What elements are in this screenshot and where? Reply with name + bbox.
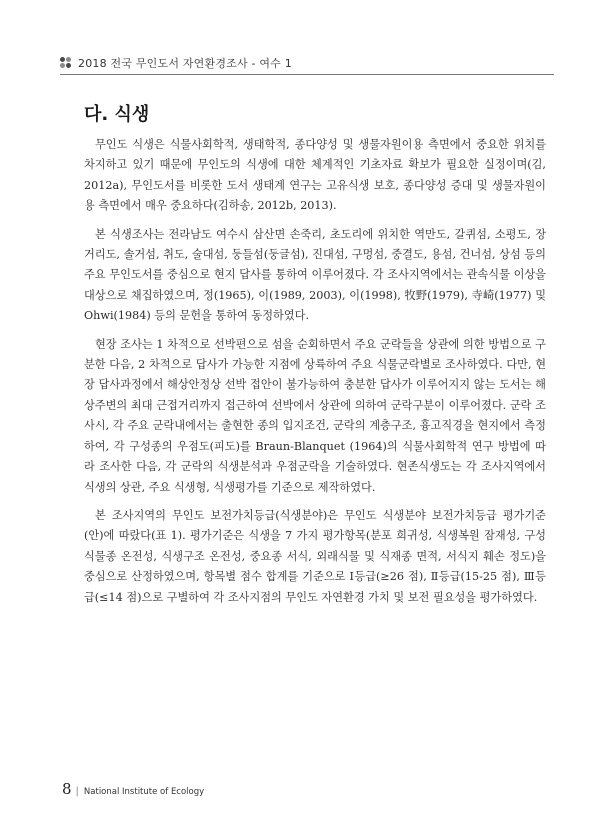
running-header	[60, 53, 560, 73]
paragraph-2: 본 식생조사는 전라남도 여수시 삼산면 손죽리, 초도리에 위치한 역만도, 갈퀴섬, 소평도, 장거리도, 솔거섬, 취도, 술대섬, 둥들섬(둥글섬), 진대섬, 구멍섬, 중결도, 용섬, 건너섬, 상섬 등의 주요 무인도서를 중심으로 현지 답사를 통하여 이루어졌다. 각 조사지역에서는 관속식물 이상을 대상으로 채집하였으며, 정(1965), 이(1989, 2003), 이(1998), 牧野(1979), 寺崎(1977) 및 Ohwi(1984) 등의 문헌을 통하여 동정하였다.	[84, 227, 546, 323]
paragraph-3: 현장 조사는 1 차적으로 선박편으로 섬을 순회하면서 주요 군락들을 상관에 의한 방법으로 구분한 다음, 2 차적으로 답사가 가능한 지점에 상륙하여 주요 식물군락별로 조사하였다. 다만, 현장 답사과정에서 해상안정상 선박 접안이 불가능하여 충분한 답사가 이루어지지 않는 도서는 해상주변의 최대 근접거리까지 접근하여 선박에서 상관에 의하여 군락구분이 이루어졌다. 군락 조사시, 각 주요 군락내에서는 출현한 종의 입지조건, 군락의 계층구조, 흉고직경을 현지에서 측정하여, 각 구성종의 우점도(피도)를 Braun-Blanquet (1964)의 식물사회학적 연구 방법에 따라 조사한 다음, 각 군락의 식생분석과 우점군락을 기술하였다. 현존식생도는 각 조사지역에서 식생의 상관, 주요 식생형, 식생평가를 기준으로 제작하였다.	[84, 337, 546, 494]
section-title: 다. 식생	[84, 104, 150, 125]
page-number: 8	[62, 780, 72, 798]
paragraph-4: 본 조사지역의 무인도 보전가치등급(식생분야)은 무인도 식생분야 보전가치등급 평가기준(안)에 따랐다(표 1). 평가기준은 식생을 7 가지 평가항목(분포 희귀성, 식생복원 잠재성, 구성식물종 온전성, 식생구조 온전성, 중요종 서식, 외래식물 및 식재종 면적, 서식지 훼손 정도)을 중심으로 산정하였으며, 항목별 점수 합계를 기준으로 Ⅰ등급(≥26 점), Ⅱ등급(15-25 점), Ⅲ등급(≤14 점)으로 구별하여 각 조사지점의 무인도 자연환경 가치 및 보전 필요성을 평가하였다.	[84, 508, 546, 604]
dots-logo-icon	[60, 57, 72, 69]
paragraph-1: 무인도 식생은 식물사회학적, 생태학적, 종다양성 및 생물자원이용 측면에서 중요한 위치를 차지하고 있기 때문에 무인도의 식생에 대한 체계적인 기초자료 확보가 필요한 실정이며(김, 2012a), 무인도서를 비롯한 도서 생태계 연구는 고유식생 보호, 종다양성 증대 및 생물자원이용 측면에서 매우 중요하다(김하송, 2012b, 2013).	[84, 138, 546, 213]
footer-separator: |	[75, 786, 79, 797]
page-footer	[62, 780, 204, 798]
footer-organization: National Institute of Ecology	[83, 787, 205, 797]
body-text	[84, 135, 546, 616]
header-divider	[60, 74, 554, 75]
header-title: 2018 전국 무인도서 자연환경조사 - 여수 1	[78, 57, 292, 70]
